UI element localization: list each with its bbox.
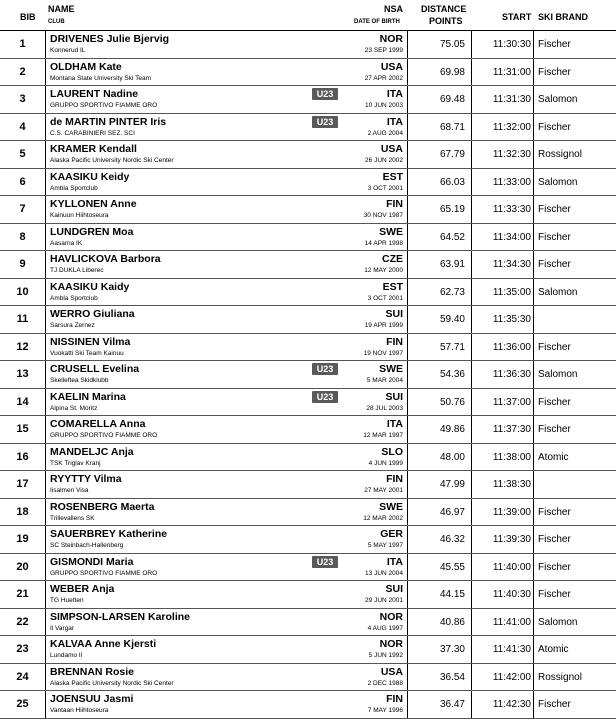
athlete-cell [46,306,408,333]
date-of-birth: 27 MAY 2001 [364,487,403,494]
date-of-birth: 13 JUN 2004 [365,569,403,577]
athlete-name: BRENNAN Rosie [50,665,135,678]
ski-brand-cell: Fischer [538,121,571,133]
athlete-cell [46,389,408,416]
table-row [0,554,616,582]
distance-points-cell: 45.55 [408,554,472,581]
table-row [0,581,616,609]
athlete-name: CRUSELL Evelina [50,363,140,375]
athlete-cell [46,526,408,553]
table-row [0,196,616,224]
u23-badge: U23 [312,116,338,128]
distance-points-cell: 65.19 [408,196,472,223]
date-of-birth: 19 NOV 1997 [363,349,403,357]
start-time-cell: 11:33:00 [472,169,534,196]
date-of-birth: 23 SEP 1999 [364,47,403,54]
ski-brand-cell: Fischer [538,699,571,710]
bib-cell: 10 [0,279,46,306]
club-name: Ambla Sportclub [50,184,98,192]
distance-points-cell: 49.86 [408,416,472,443]
bib-cell: 18 [0,499,46,526]
distance-points-cell: 64.52 [408,224,472,251]
table-row [0,141,616,169]
ski-brand-cell: Fischer [538,341,571,353]
header-start: START [502,12,532,22]
u23-badge: U23 [312,391,338,403]
nsa-code: FIN [386,198,403,210]
table-row [0,636,616,664]
ski-brand-cell: Fischer [538,589,571,600]
table-row [0,31,616,59]
header-club: CLUB [48,19,65,25]
table-row [0,691,616,719]
athlete-cell [46,416,408,443]
bib-cell: 16 [0,444,46,471]
bib-cell: 19 [0,526,46,553]
ski-brand-cell: Fischer [538,231,571,243]
club-name: TJ DUKLA Liberec [50,267,104,274]
athlete-name: KRAMER Kendall [50,143,137,155]
date-of-birth: 27 APR 2002 [364,74,403,82]
date-of-birth: 12 MAY 2000 [364,267,403,274]
distance-points-cell: 50.76 [408,389,472,416]
table-header [0,0,616,30]
table-row [0,86,616,114]
table-row [0,279,616,307]
athlete-cell [46,31,408,58]
bib-cell: 6 [0,169,46,196]
bib-cell: 3 [0,86,46,113]
start-time-cell: 11:41:00 [472,609,534,636]
ski-brand-cell: Fischer [538,396,571,408]
club-name: Sarsura Zernez [50,322,95,329]
athlete-cell [46,471,408,498]
bib-cell: 25 [0,691,46,718]
nsa-code: USA [380,665,403,678]
athlete-name: HAVLICKOVA Barbora [50,253,161,265]
u23-badge: U23 [312,556,338,568]
start-time-cell: 11:39:30 [472,526,534,553]
distance-points-cell: 66.03 [408,169,472,196]
club-name: Aasarna IK [50,239,83,247]
athlete-cell [46,636,408,663]
distance-points-cell: 40.86 [408,609,472,636]
bib-cell: 17 [0,471,46,498]
header-nsa: NSA [384,4,404,14]
start-time-cell: 11:38:00 [472,444,534,471]
table-row [0,609,616,637]
bib-cell: 23 [0,636,46,663]
club-name: Ambla Sportclub [50,294,98,302]
nsa-code: FIN [386,335,403,348]
distance-points-cell: 63.91 [408,251,472,278]
club-name: Alpina St. Moritz [50,404,98,412]
start-time-cell: 11:40:00 [472,554,534,581]
distance-points-cell: 47.99 [408,471,472,498]
club-name: GRUPPO SPORTIVO FIAMME ORO [50,569,158,577]
bib-cell: 2 [0,59,46,86]
u23-badge: U23 [312,363,338,375]
athlete-name: RYYTTY Vilma [50,473,122,485]
bib-cell: 14 [0,389,46,416]
start-time-cell: 11:36:00 [472,334,534,361]
start-time-cell: 11:37:30 [472,416,534,443]
athlete-name: KAELIN Marina [50,390,126,403]
club-name: TG Huetten [50,597,84,604]
athlete-cell [46,691,408,718]
athlete-name: SIMPSON-LARSEN Karoline [50,610,191,623]
athlete-name: KAASIKU Keidy [50,170,130,183]
club-name: Il Vargar [50,624,75,632]
start-time-cell: 11:36:30 [472,361,534,388]
table-row [0,114,616,142]
date-of-birth: 5 MAY 1997 [367,542,403,549]
start-time-cell: 11:35:30 [472,306,534,333]
nsa-code: ITA [386,555,403,568]
bib-cell: 21 [0,581,46,608]
club-name: Trillevallens SK [50,514,95,522]
start-time-cell: 11:42:30 [472,691,534,718]
bib-cell: 22 [0,609,46,636]
ski-brand-cell: Atomic [538,451,569,463]
athlete-name: COMARELLA Anna [50,418,146,430]
header-ski-brand: SKI BRAND [538,12,589,22]
ski-brand-cell: Fischer [538,506,571,518]
header-distance: DISTANCE [421,4,467,14]
table-row [0,526,616,554]
ski-brand-cell: Salomon [538,94,578,105]
table-row [0,664,616,692]
athlete-cell [46,279,408,306]
nsa-code: USA [380,143,403,155]
date-of-birth: 5 JUN 1992 [368,652,403,659]
ski-brand-cell: Atomic [538,644,569,655]
bib-cell: 20 [0,554,46,581]
table-row [0,361,616,389]
athlete-name: NISSINEN Vilma [50,335,131,348]
athlete-name: WERRO Giuliana [50,308,135,320]
table-row [0,416,616,444]
athlete-cell [46,664,408,691]
athlete-name: JOENSUU Jasmi [50,693,134,705]
athlete-cell [46,609,408,636]
table-row [0,389,616,417]
date-of-birth: 3 OCT 2001 [367,184,403,192]
athlete-name: WEBER Anja [50,583,115,595]
distance-points-cell: 67.79 [408,141,472,168]
club-name: SC Steinbach-Hallenberg [50,542,124,549]
bib-cell: 13 [0,361,46,388]
club-name: Konnerud IL [50,47,86,54]
club-name: C.S. CARABINIERI SEZ. SCI [50,129,135,137]
distance-points-cell: 48.00 [408,444,472,471]
athlete-cell [46,169,408,196]
distance-points-cell: 37.30 [408,636,472,663]
start-time-cell: 11:32:00 [472,114,534,141]
bib-cell: 8 [0,224,46,251]
ski-brand-cell: Salomon [538,616,578,628]
table-row [0,59,616,87]
date-of-birth: 7 MAY 1996 [367,707,403,714]
table-row [0,444,616,472]
nsa-code: SUI [385,583,403,595]
club-name: Vantaan Hiihtoseura [50,707,109,714]
athlete-name: ROSENBERG Maerta [50,500,155,513]
date-of-birth: 14 APR 1998 [364,239,403,247]
bib-cell: 5 [0,141,46,168]
club-name: Montana State University Ski Team [50,74,152,82]
bib-cell: 15 [0,416,46,443]
ski-brand-cell: Fischer [538,259,571,270]
athlete-name: GISMONDI Maria [50,555,134,568]
ski-brand-cell: Rossignol [538,149,582,160]
distance-points-cell: 69.48 [408,86,472,113]
athlete-name: MANDELJC Anja [50,445,134,458]
nsa-code: NOR [379,638,403,650]
distance-points-cell: 62.73 [408,279,472,306]
date-of-birth: 3 OCT 2001 [367,294,403,302]
athlete-cell [46,444,408,471]
athlete-cell [46,499,408,526]
nsa-code: CZE [382,253,403,265]
athlete-cell [46,196,408,223]
start-time-cell: 11:40:30 [472,581,534,608]
distance-points-cell: 36.47 [408,691,472,718]
nsa-code: ITA [386,115,403,128]
athlete-name: KAASIKU Kaidy [50,280,130,293]
nsa-code: ITA [386,418,403,430]
athlete-name: SAUERBREY Katherine [50,528,168,540]
nsa-code: EST [382,170,403,183]
nsa-code: ITA [386,88,403,100]
club-name: GRUPPO SPORTIVO FIAMME ORO [50,102,158,109]
ski-brand-cell: Fischer [538,424,571,435]
bib-cell: 7 [0,196,46,223]
nsa-code: FIN [386,693,403,705]
athlete-cell [46,361,408,388]
u23-badge: U23 [312,88,338,100]
nsa-code: SWE [379,363,403,375]
distance-points-cell: 54.36 [408,361,472,388]
nsa-code: SUI [385,390,403,403]
club-name: Alaska Pacific University Nordic Ski Center [50,157,174,164]
start-time-cell: 11:34:00 [472,224,534,251]
bib-cell: 9 [0,251,46,278]
nsa-code: GER [380,528,403,540]
table-row [0,169,616,197]
club-name: Skelleftea Skidklubb [50,377,109,384]
club-name: Iisalmen Visa [50,487,89,494]
club-name: Lundamo Il [50,652,83,659]
bib-cell: 4 [0,114,46,141]
distance-points-cell: 59.40 [408,306,472,333]
table-row [0,224,616,252]
start-time-cell: 11:38:30 [472,471,534,498]
nsa-code: FIN [386,473,403,485]
athlete-name: KYLLONEN Anne [50,198,137,210]
date-of-birth: 2 AUG 2004 [367,129,403,137]
athlete-cell [46,141,408,168]
start-time-cell: 11:42:00 [472,664,534,691]
nsa-code: SWE [379,225,403,238]
athlete-cell [46,554,408,581]
start-time-cell: 11:35:00 [472,279,534,306]
date-of-birth: 4 JUN 1999 [368,459,403,467]
ski-brand-cell: Fischer [538,66,571,78]
distance-points-cell: 46.97 [408,499,472,526]
ski-brand-cell: Salomon [538,176,578,188]
date-of-birth: 29 JUN 2001 [365,597,403,604]
athlete-name: LUNDGREN Moa [50,225,134,238]
date-of-birth: 2 DEC 1988 [367,679,403,687]
club-name: Vuokatti Ski Team Kainuu [50,349,124,357]
athlete-name: OLDHAM Kate [50,60,122,73]
table-row [0,306,616,334]
distance-points-cell: 75.05 [408,31,472,58]
start-list-table [0,30,616,719]
nsa-code: NOR [379,610,403,623]
nsa-code: USA [380,60,403,73]
club-name: TSK Triglav Kranj [50,459,101,467]
date-of-birth: 10 JUN 2003 [365,102,403,109]
start-time-cell: 11:33:30 [472,196,534,223]
ski-brand-cell [534,471,616,498]
date-of-birth: 12 MAR 2002 [363,514,403,522]
athlete-cell [46,86,408,113]
nsa-code: SWE [379,500,403,513]
table-row [0,471,616,499]
header-dob: DATE OF BIRTH [354,19,400,25]
ski-brand-cell: Salomon [538,286,578,298]
athlete-cell [46,224,408,251]
bib-cell: 11 [0,306,46,333]
start-time-cell: 11:39:00 [472,499,534,526]
date-of-birth: 19 APR 1999 [364,322,403,329]
distance-points-cell: 36.54 [408,664,472,691]
bib-cell: 1 [0,31,46,58]
ski-brand-cell: Fischer [538,204,571,215]
athlete-name: LAURENT Nadine [50,88,139,100]
athlete-cell [46,334,408,361]
header-points: POINTS [429,16,463,26]
club-name: Alaska Pacific University Nordic Ski Center [50,679,174,687]
header-bib: BIB [20,12,36,22]
distance-points-cell: 68.71 [408,114,472,141]
start-time-cell: 11:34:30 [472,251,534,278]
ski-brand-cell: Fischer [538,534,571,545]
distance-points-cell: 46.32 [408,526,472,553]
bib-cell: 12 [0,334,46,361]
table-row [0,499,616,527]
distance-points-cell: 44.15 [408,581,472,608]
bib-cell: 24 [0,664,46,691]
start-time-cell: 11:41:30 [472,636,534,663]
athlete-cell [46,251,408,278]
nsa-code: SUI [385,308,403,320]
club-name: GRUPPO SPORTIVO FIAMME ORO [50,432,158,439]
ski-brand-cell: Salomon [538,369,578,380]
distance-points-cell: 57.71 [408,334,472,361]
distance-points-cell: 69.98 [408,59,472,86]
date-of-birth: 12 MAR 1997 [363,432,403,439]
date-of-birth: 5 MAR 2004 [366,377,403,384]
ski-brand-cell [534,306,616,333]
ski-brand-cell: Fischer [538,39,571,50]
nsa-code: SLO [381,445,403,458]
table-row [0,334,616,362]
athlete-cell [46,59,408,86]
nsa-code: NOR [379,33,403,45]
nsa-code: EST [382,280,403,293]
date-of-birth: 4 AUG 1997 [367,624,403,632]
ski-brand-cell: Rossignol [538,671,582,683]
header-name: NAME [48,4,75,14]
start-time-cell: 11:31:30 [472,86,534,113]
ski-brand-cell: Fischer [538,561,571,573]
date-of-birth: 28 JUL 2003 [366,404,403,412]
date-of-birth: 30 NOV 1987 [363,212,403,219]
athlete-name: DRIVENES Julie Bjervig [50,33,170,45]
athlete-cell [46,581,408,608]
date-of-birth: 26 JUN 2002 [365,157,403,164]
athlete-cell [46,114,408,141]
athlete-name: de MARTIN PINTER Iris [50,115,167,128]
start-time-cell: 11:32:30 [472,141,534,168]
start-time-cell: 11:31:00 [472,59,534,86]
table-row [0,251,616,279]
athlete-name: KALVAA Anne Kjersti [50,638,157,650]
club-name: Kainuun Hiihtoseura [50,212,109,219]
start-time-cell: 11:30:30 [472,31,534,58]
start-time-cell: 11:37:00 [472,389,534,416]
